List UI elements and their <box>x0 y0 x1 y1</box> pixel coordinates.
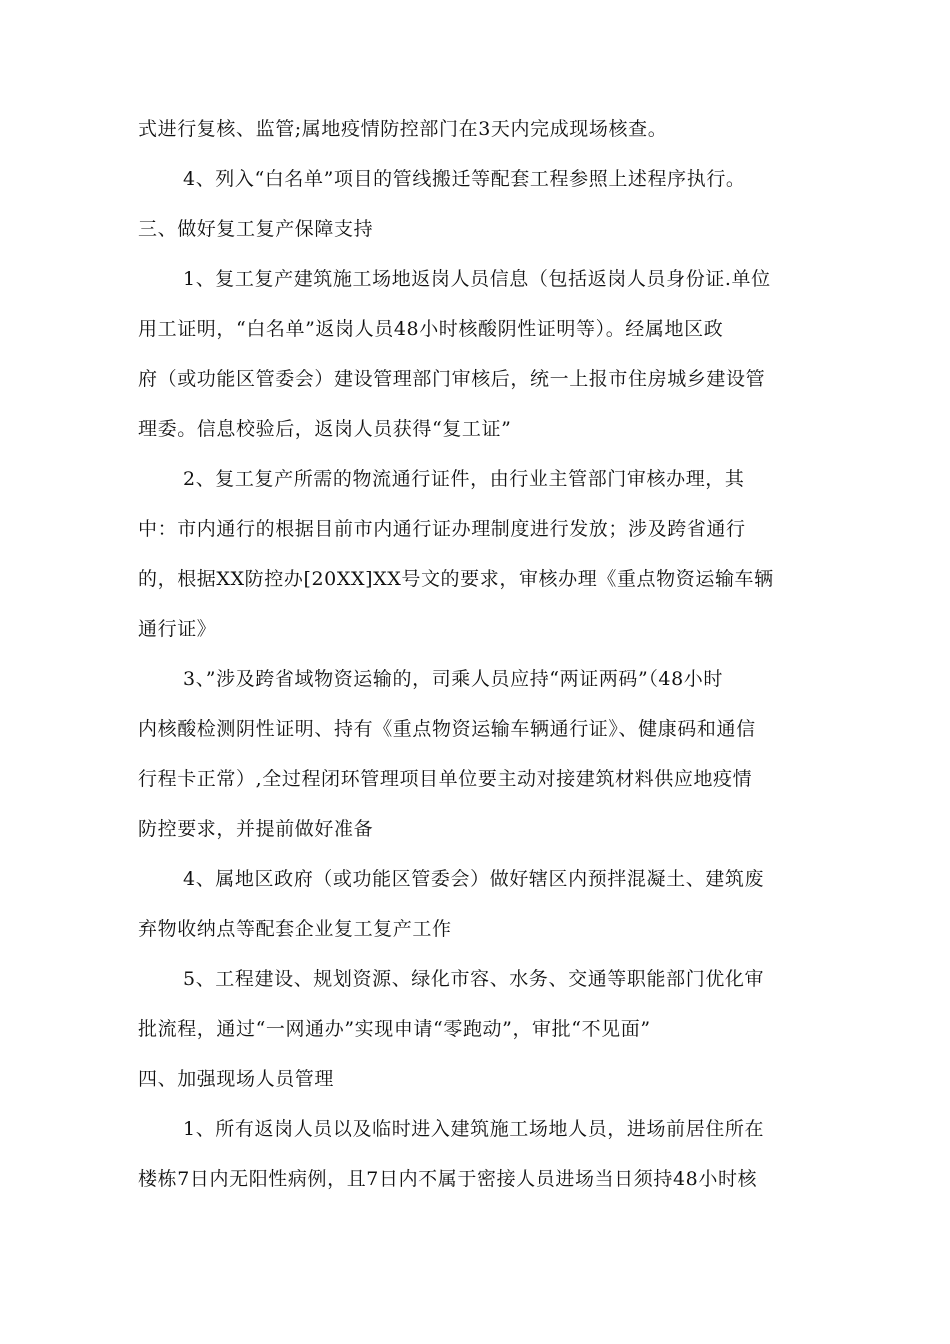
text-line: 的，根据XX防控办[20XX]XX号文的要求，审核办理《重点物资运输车辆 <box>138 568 774 590</box>
text-line: 弃物收纳点等配套企业复工复产工作 <box>138 918 452 940</box>
text-line: 府（或功能区管委会）建设管理部门审核后，统一上报市住房城乡建设管 <box>138 368 766 390</box>
text-line: 式进行复核、监管;属地疫情防控部门在3天内完成现场核查。 <box>138 118 668 140</box>
section-heading: 三、做好复工复产保障支持 <box>138 218 374 240</box>
text-line: 4、属地区政府（或功能区管委会）做好辖区内预拌混凝土、建筑废 <box>183 868 765 890</box>
text-line: 5、工程建设、规划资源、绿化市容、水务、交通等职能部门优化审 <box>183 968 765 990</box>
text-line: 用工证明，“白名单”返岗人员48小时核酸阴性证明等）。经属地区政 <box>138 318 724 340</box>
text-line: 批流程，通过“一网通办”实现申请“零跑动”，审批“不见面” <box>138 1018 651 1040</box>
text-line: 3、”涉及跨省域物资运输的，司乘人员应持“两证两码”（48小时 <box>183 668 724 690</box>
text-line: 理委。信息校验后，返岗人员获得“复工证” <box>138 418 512 440</box>
text-line: 1、复工复产建筑施工场地返岗人员信息（包括返岗人员身份证.单位 <box>183 268 771 290</box>
text-line: 1、所有返岗人员以及临时进入建筑施工场地人员，进场前居住所在 <box>183 1118 765 1140</box>
text-line: 2、复工复产所需的物流通行证件，由行业主管部门审核办理，其 <box>183 468 745 490</box>
section-heading: 四、加强现场人员管理 <box>138 1068 335 1090</box>
text-line: 内核酸检测阴性证明、持有《重点物资运输车辆通行证》、健康码和通信 <box>138 718 756 740</box>
text-line: 通行证》 <box>138 618 217 640</box>
text-line: 4、列入“白名单”项目的管线搬迁等配套工程参照上述程序执行。 <box>183 168 746 190</box>
text-line: 楼栋7日内无阳性病例，且7日内不属于密接人员进场当日须持48小时核 <box>138 1168 758 1190</box>
text-line: 中：市内通行的根据目前市内通行证办理制度进行发放；涉及跨省通行 <box>138 518 746 540</box>
text-line: 防控要求，并提前做好准备 <box>138 818 374 840</box>
text-line: 行程卡正常）,全过程闭环管理项目单位要主动对接建筑材料供应地疫情 <box>138 768 753 790</box>
